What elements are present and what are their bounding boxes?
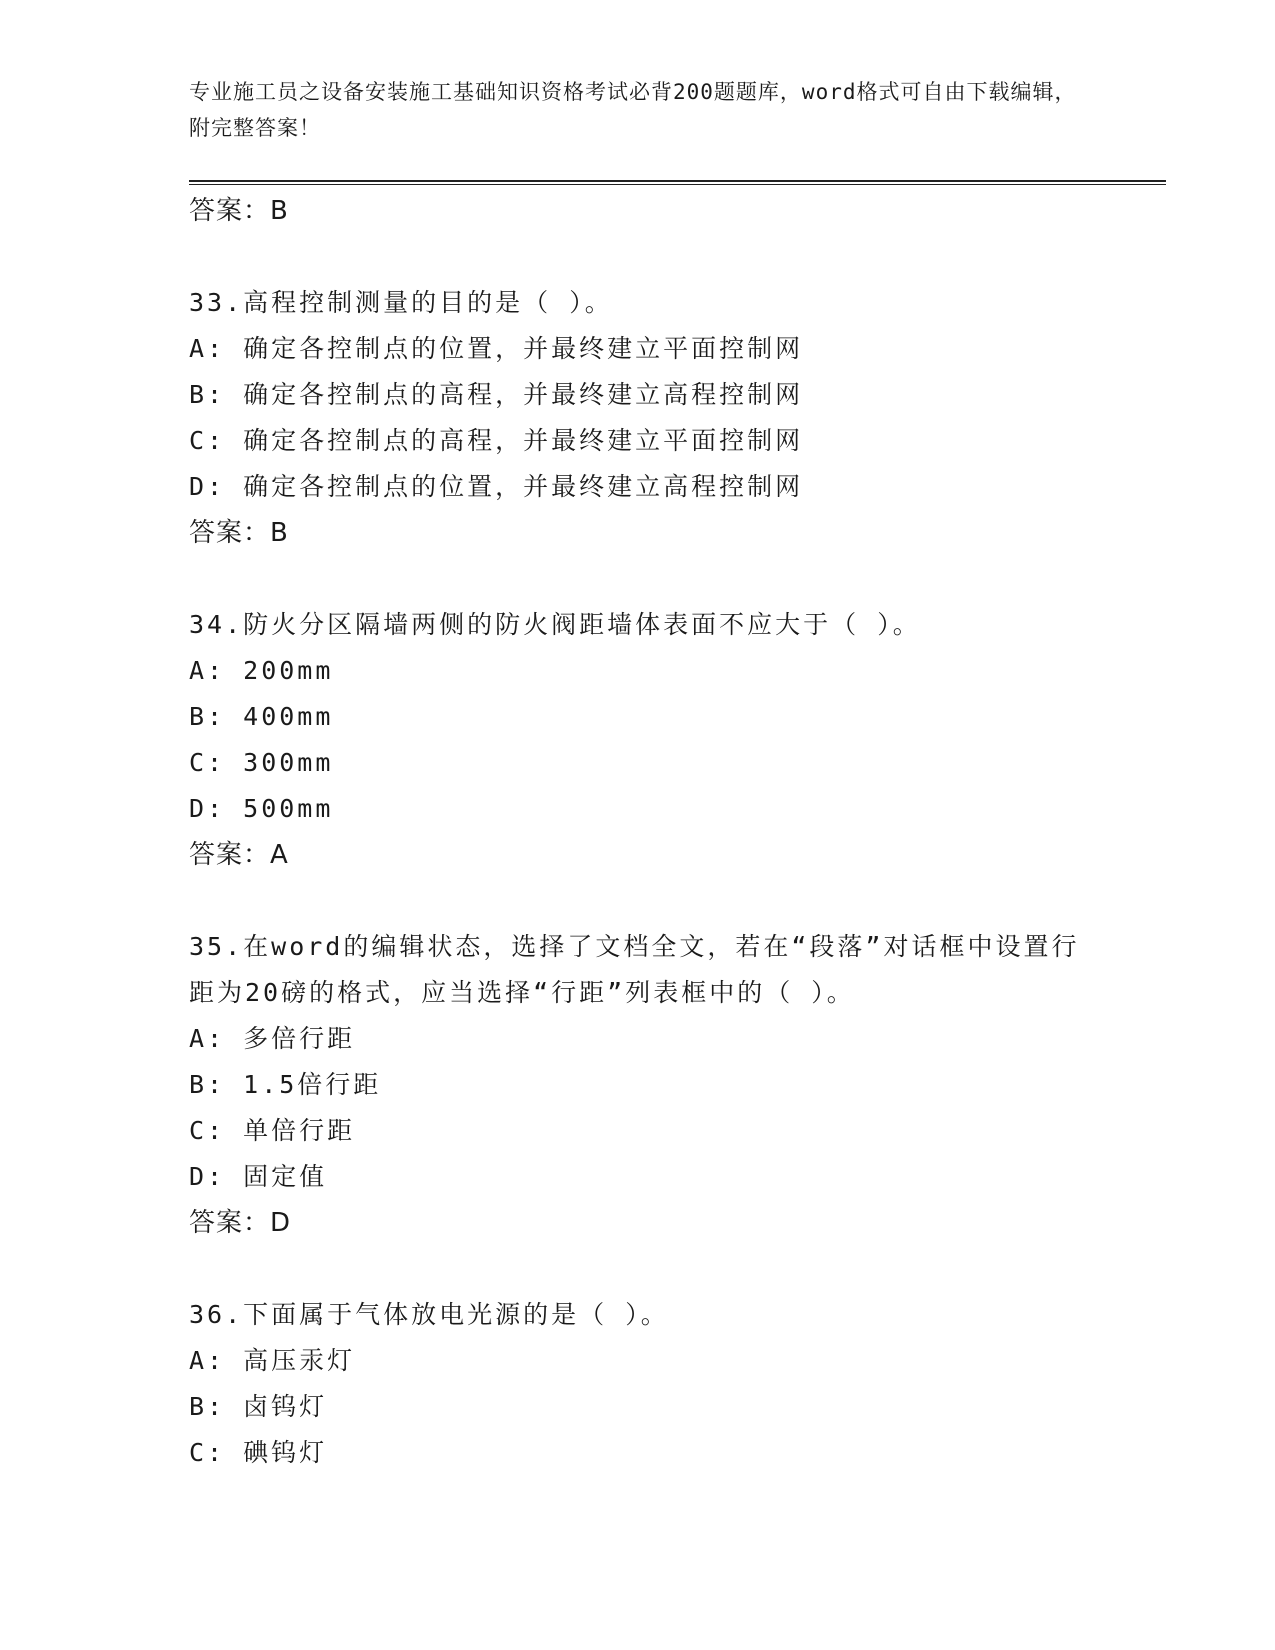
- header-divider-thin: [189, 184, 1166, 185]
- question-text: 33.高程控制测量的目的是（ ）。: [189, 288, 613, 317]
- document-header: 专业施工员之设备安装施工基础知识资格考试必背200题题库，word格式可自由下载编辑，附完整答案！: [189, 80, 1077, 140]
- answer-line: 答案：D: [189, 1208, 292, 1238]
- document-body: [189, 188, 1089, 1476]
- option-b: B: 确定各控制点的高程，并最终建立高程控制网: [189, 380, 804, 409]
- option-c: C: 碘钨灯: [189, 1438, 328, 1467]
- spacer: [189, 234, 1089, 280]
- question-text: 36.下面属于气体放电光源的是（ ）。: [189, 1300, 669, 1329]
- option-d: D: 固定值: [189, 1162, 328, 1191]
- spacer: [189, 1246, 1089, 1292]
- answer-line: 答案：A: [189, 840, 289, 870]
- spacer: [189, 556, 1089, 602]
- option-a: A: 确定各控制点的位置，并最终建立平面控制网: [189, 334, 804, 363]
- option-d: D: 500mm: [189, 794, 334, 823]
- option-b: B: 卤钨灯: [189, 1392, 328, 1421]
- question-text: 35.在word的编辑状态，选择了文档全文，若在“段落”对话框中设置行距为20磅的格式，应当选择“行距”列表框中的（ ）。: [189, 932, 1080, 1007]
- option-b: B: 400mm: [189, 702, 334, 731]
- option-c: C: 300mm: [189, 748, 334, 777]
- header-divider: [189, 180, 1166, 182]
- option-c: C: 确定各控制点的高程，并最终建立平面控制网: [189, 426, 804, 455]
- answer-line: 答案：B: [189, 518, 289, 548]
- option-a: A: 200mm: [189, 656, 334, 685]
- answer-line: 答案：B: [189, 196, 289, 226]
- option-c: C: 单倍行距: [189, 1116, 356, 1145]
- option-a: A: 高压汞灯: [189, 1346, 356, 1375]
- option-a: A: 多倍行距: [189, 1024, 356, 1053]
- spacer: [189, 878, 1089, 924]
- question-text: 34.防火分区隔墙两侧的防火阀距墙体表面不应大于（ ）。: [189, 610, 921, 639]
- option-d: D: 确定各控制点的位置，并最终建立高程控制网: [189, 472, 804, 501]
- option-b: B: 1.5倍行距: [189, 1070, 382, 1099]
